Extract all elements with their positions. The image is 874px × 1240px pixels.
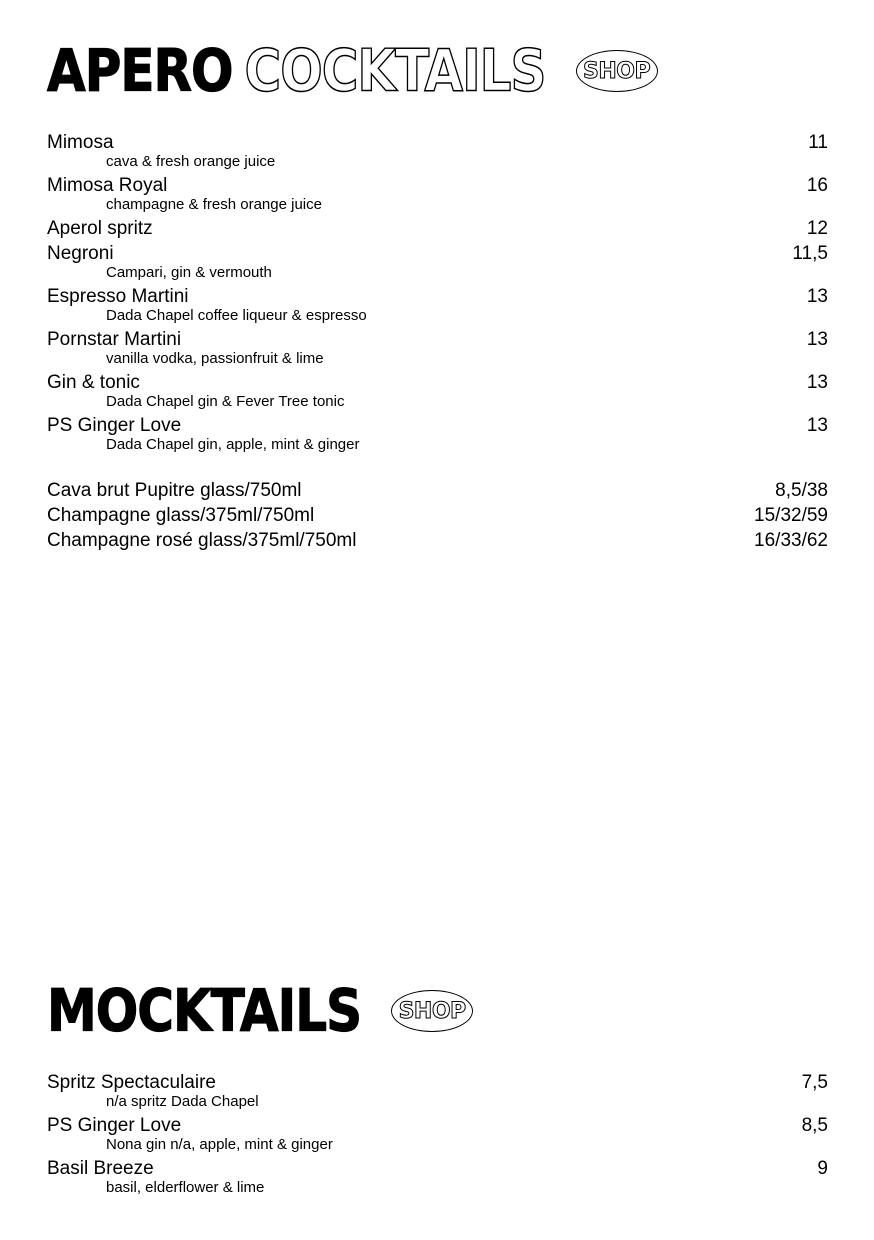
item-description: Dada Chapel coffee liqueur & espresso — [106, 307, 367, 324]
item-description: basil, elderflower & lime — [106, 1179, 265, 1196]
item-price: 13 — [806, 415, 828, 436]
item-name: Champagne rosé glass/375ml/750ml — [47, 530, 357, 551]
shop-badge-label: SHOP — [398, 998, 466, 1024]
menu-item — [47, 416, 828, 459]
menu-item — [47, 373, 828, 416]
item-name: Cava brut Pupitre glass/750ml — [47, 480, 302, 501]
menu-item — [47, 219, 828, 244]
item-price: 16/33/62 — [754, 530, 828, 551]
item-description: Nona gin n/a, apple, mint & ginger — [106, 1136, 333, 1153]
item-price: 13 — [806, 372, 828, 393]
heading-apero: APERO — [47, 37, 233, 105]
item-price: 15/32/59 — [754, 505, 828, 526]
apero-cocktails-heading — [47, 37, 658, 105]
item-price: 13 — [806, 329, 828, 350]
menu-item — [47, 1159, 828, 1202]
item-price: 11 — [808, 132, 828, 153]
heading-cocktails: COCKTAILS — [244, 37, 546, 105]
mocktails-list — [47, 1073, 828, 1202]
item-name: Negroni — [47, 243, 114, 264]
sparkling-wine-list — [47, 481, 828, 556]
menu-item — [47, 244, 828, 287]
mocktails-heading — [47, 977, 473, 1045]
menu-item — [47, 330, 828, 373]
item-description: vanilla vodka, passionfruit & lime — [106, 350, 324, 367]
item-price: 13 — [806, 286, 828, 307]
item-name: Aperol spritz — [47, 218, 153, 239]
item-price: 7,5 — [801, 1072, 828, 1093]
item-price: 8,5/38 — [775, 480, 828, 501]
item-description: Dada Chapel gin, apple, mint & ginger — [106, 436, 360, 453]
menu-item — [47, 133, 828, 176]
item-description: n/a spritz Dada Chapel — [106, 1093, 259, 1110]
item-name: Pornstar Martini — [47, 329, 182, 350]
menu-item — [47, 531, 828, 556]
shop-badge-label: SHOP — [583, 58, 651, 84]
item-name: PS Ginger Love — [47, 415, 182, 436]
item-name: Mimosa — [47, 132, 114, 153]
menu-item — [47, 287, 828, 330]
apero-cocktails-list — [47, 133, 828, 459]
item-name: Mimosa Royal — [47, 175, 168, 196]
item-name: Espresso Martini — [47, 286, 189, 307]
item-name: Champagne glass/375ml/750ml — [47, 505, 315, 526]
item-name: PS Ginger Love — [47, 1115, 182, 1136]
menu-item — [47, 1116, 828, 1159]
shop-badge — [391, 990, 473, 1032]
item-description: cava & fresh orange juice — [106, 153, 276, 170]
item-price: 11,5 — [792, 243, 828, 264]
item-price: 16 — [806, 175, 828, 196]
item-name: Gin & tonic — [47, 372, 140, 393]
item-name: Basil Breeze — [47, 1158, 154, 1179]
item-description: Campari, gin & vermouth — [106, 264, 272, 281]
item-description: Dada Chapel gin & Fever Tree tonic — [106, 393, 345, 410]
item-description: champagne & fresh orange juice — [106, 196, 322, 213]
item-price: 9 — [817, 1158, 828, 1179]
menu-item — [47, 506, 828, 531]
menu-item — [47, 481, 828, 506]
menu-item — [47, 176, 828, 219]
heading-mocktails: MOCKTAILS — [47, 977, 362, 1045]
menu-item — [47, 1073, 828, 1116]
item-price: 12 — [806, 218, 828, 239]
item-price: 8,5 — [801, 1115, 828, 1136]
shop-badge — [576, 50, 658, 92]
item-name: Spritz Spectaculaire — [47, 1072, 216, 1093]
